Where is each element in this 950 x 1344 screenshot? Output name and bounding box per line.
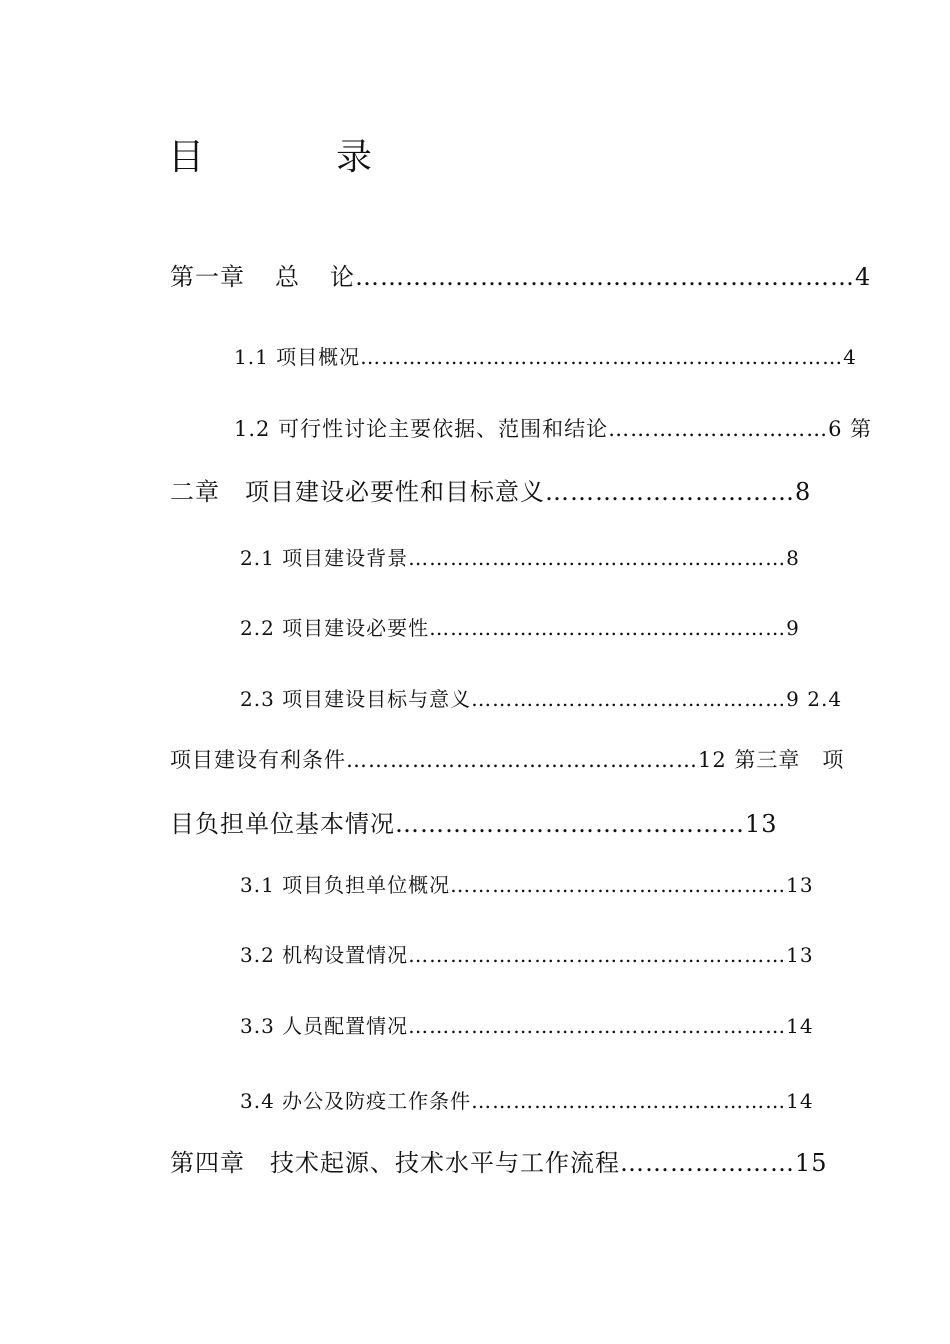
toc-line-3-4: 3.4 办公及防疫工作条件………………………………………14: [240, 1089, 814, 1113]
toc-chapter-1-number: 第一章: [170, 263, 245, 291]
toc-line-3-2: 3.2 机构设置情况………………………………………………13: [240, 943, 814, 967]
toc-chapter-1-word-2: 论……………………………………………………4: [330, 263, 872, 291]
toc-title: [168, 136, 373, 180]
toc-chapter-1-word-1: 总: [275, 263, 300, 291]
toc-line-1-2: 1.2 可行性讨论主要依据、范围和结论…………………………6 第: [234, 417, 873, 441]
toc-line-3-3: 3.3 人员配置情况………………………………………………14: [240, 1014, 814, 1038]
toc-line-2-4: 项目建设有利条件…………………………………………12 第三章 项: [170, 748, 845, 772]
toc-line-3-1: 3.1 项目负担单位概况…………………………………………13: [240, 873, 814, 897]
toc-line-2-3: 2.3 项目建设目标与意义………………………………………9 2.4: [240, 687, 843, 711]
toc-line-chapter-1: [170, 262, 871, 292]
toc-title-part1: 目: [168, 137, 205, 178]
toc-line-2-2: 2.2 项目建设必要性……………………………………………9: [240, 616, 800, 640]
toc-line-chapter-3: 目负担单位基本情况……………………………………13: [170, 810, 778, 838]
toc-line-chapter-4: 第四章 技术起源、技术水平与工作流程…………………15: [170, 1149, 828, 1177]
toc-line-2-1: 2.1 项目建设背景………………………………………………8: [240, 546, 800, 570]
toc-title-part2: 录: [336, 137, 373, 178]
toc-line-1-1: 1.1 项目概况……………………………………………………………4: [234, 345, 857, 369]
toc-line-chapter-2: 二章 项目建设必要性和目标意义…………………………8: [170, 478, 812, 506]
